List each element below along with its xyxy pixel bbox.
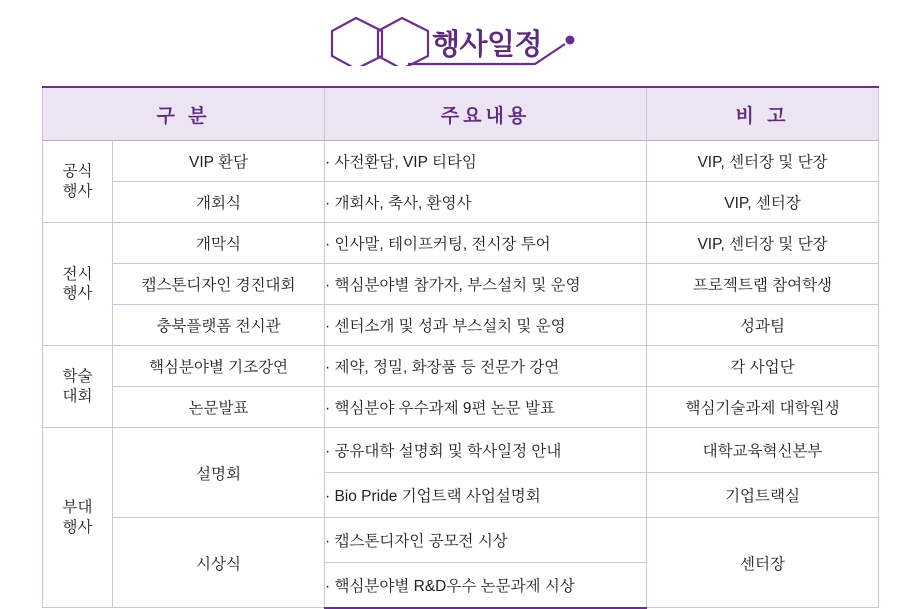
- main-cell: · 핵심분야별 참가자, 부스설치 및 운영: [325, 264, 647, 305]
- column-header-category: 구 분: [43, 87, 325, 141]
- table-row: [43, 223, 879, 264]
- sub-cell: 논문발표: [113, 387, 325, 428]
- page-title: 행사일정: [432, 29, 543, 61]
- table-body: [43, 141, 879, 608]
- sub-cell: 설명회: [113, 428, 325, 518]
- table-row: [43, 264, 879, 305]
- note-cell: 대학교육혁신본부: [647, 428, 879, 473]
- note-cell: 센터장: [647, 518, 879, 608]
- sub-cell: 충북플랫폼 전시관: [113, 305, 325, 346]
- main-cell: · 사전환담, VIP 티타임: [325, 141, 647, 182]
- main-cell: · 핵심분야 우수과제 9편 논문 발표: [325, 387, 647, 428]
- main-cell: · 핵심분야별 R&D우수 논문과제 시상: [325, 563, 647, 608]
- table-row: [43, 305, 879, 346]
- main-cell: · 제약, 정밀, 화장품 등 전문가 강연: [325, 346, 647, 387]
- table-header-row: [43, 87, 879, 141]
- note-cell: VIP, 센터장: [647, 182, 879, 223]
- table-row: [43, 428, 879, 473]
- category-cell-academic: 학술 대회: [43, 346, 113, 428]
- schedule-table-wrap: [42, 86, 878, 609]
- sub-cell: 개막식: [113, 223, 325, 264]
- category-cell-exhibition: 전시 행사: [43, 223, 113, 346]
- note-cell: 각 사업단: [647, 346, 879, 387]
- sub-cell: 시상식: [113, 518, 325, 608]
- main-cell: · 캡스톤디자인 공모전 시상: [325, 518, 647, 563]
- sub-cell: VIP 환담: [113, 141, 325, 182]
- sub-cell: 개회식: [113, 182, 325, 223]
- table-row: [43, 141, 879, 182]
- sub-cell: 핵심분야별 기조강연: [113, 346, 325, 387]
- note-cell: 성과팀: [647, 305, 879, 346]
- main-cell: · 센터소개 및 성과 부스설치 및 운영: [325, 305, 647, 346]
- note-cell: 기업트랙실: [647, 473, 879, 518]
- table-row: [43, 518, 879, 563]
- note-cell: 프로젝트랩 참여학생: [647, 264, 879, 305]
- table-row: [43, 182, 879, 223]
- schedule-table: [42, 86, 879, 609]
- main-cell: · Bio Pride 기업트랙 사업설명회: [325, 473, 647, 518]
- table-row: [43, 346, 879, 387]
- main-cell: · 공유대학 설명회 및 학사일정 안내: [325, 428, 647, 473]
- category-cell-official: 공식 행사: [43, 141, 113, 223]
- column-header-main: 주요내용: [325, 87, 647, 141]
- title-area: [0, 0, 920, 80]
- note-cell: 핵심기술과제 대학원생: [647, 387, 879, 428]
- table-header: [43, 87, 879, 141]
- note-cell: VIP, 센터장 및 단장: [647, 141, 879, 182]
- main-cell: · 개회사, 축사, 환영사: [325, 182, 647, 223]
- table-row: [43, 387, 879, 428]
- main-cell: · 인사말, 테이프커팅, 전시장 투어: [325, 223, 647, 264]
- note-cell: VIP, 센터장 및 단장: [647, 223, 879, 264]
- sub-cell: 캡스톤디자인 경진대회: [113, 264, 325, 305]
- category-cell-side: 부대 행사: [43, 428, 113, 608]
- column-header-note: 비 고: [647, 87, 879, 141]
